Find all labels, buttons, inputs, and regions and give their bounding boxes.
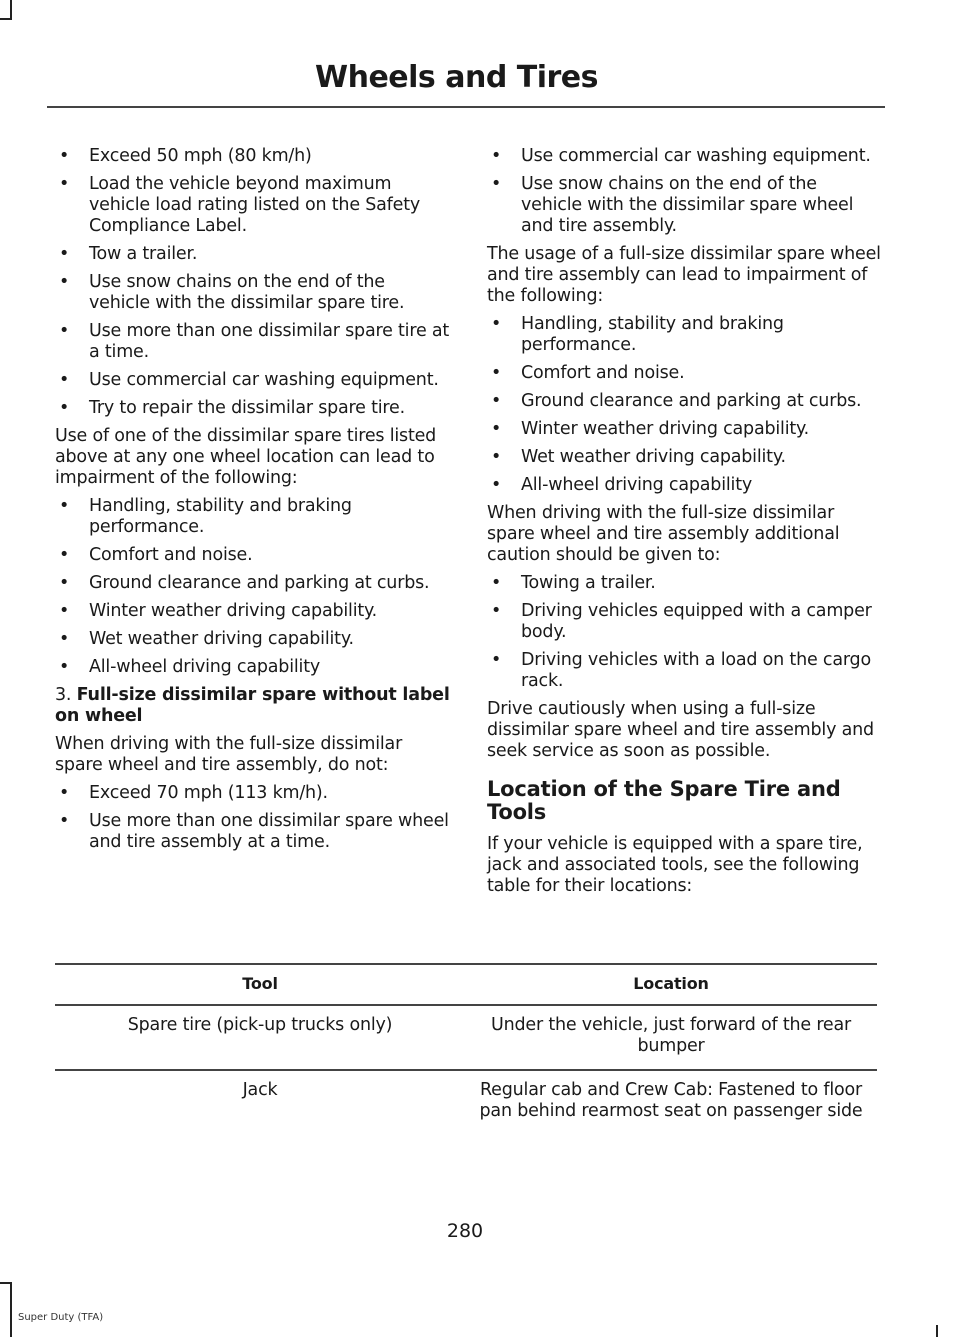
list-item: • Use commercial car washing equipment.	[487, 146, 882, 167]
column-header-tool: Tool	[55, 964, 465, 1005]
table-row	[55, 1070, 877, 1150]
section-title: Location of the Spare Tire and Tools	[487, 777, 841, 824]
crop-mark-bottom-left-h	[0, 1282, 12, 1284]
list-item: • Use snow chains on the end of the vehicle with the dissimilar spare tire.	[55, 272, 450, 314]
page-number: 280	[446, 1220, 484, 1242]
list-item: • Ground clearance and parking at curbs.	[487, 391, 882, 412]
list-item: • Use more than one dissimilar spare wheel and tire assembly at a time.	[55, 811, 450, 853]
left-bullet-list-2	[55, 496, 450, 678]
table-header-row	[55, 964, 877, 1005]
subheading-text: Full-size dissimilar spare without label on wheel	[55, 685, 450, 726]
right-bullet-list-1	[487, 146, 882, 237]
list-item: • Wet weather driving capability.	[55, 629, 450, 650]
list-item: • Use more than one dissimilar spare tire at a time.	[55, 321, 450, 363]
paragraph: When driving with the full-size dissimilar spare wheel and tire assembly additional caution should be given to:	[487, 503, 840, 565]
table-cell: Regular cab and Crew Cab: Fastened to floor pan behind rearmost seat on passenger side	[479, 1080, 863, 1121]
page-title: Wheels and Tires	[315, 60, 598, 95]
list-item: • Exceed 70 mph (113 km/h).	[55, 783, 450, 804]
list-item: • All-wheel driving capability	[487, 475, 882, 496]
list-item: • Load the vehicle beyond maximum vehicle load rating listed on the Safety Compliance Label.	[55, 174, 450, 237]
crop-mark-top-left-h	[0, 18, 12, 20]
left-bullet-list-3	[55, 783, 450, 853]
list-item: • All-wheel driving capability	[55, 657, 450, 678]
list-item: • Handling, stability and braking performance.	[55, 496, 450, 538]
paragraph: When driving with the full-size dissimilar spare wheel and tire assembly, do not:	[55, 734, 403, 775]
list-item: • Driving vehicles with a load on the cargo rack.	[487, 650, 882, 692]
paragraph: Drive cautiously when using a full-size dissimilar spare wheel and tire assembly and seek service as soon as possible.	[487, 699, 874, 761]
crop-mark-bottom-right-v	[936, 1325, 938, 1337]
table-row	[55, 1005, 877, 1070]
list-item: • Try to repair the dissimilar spare tire.	[55, 398, 450, 419]
list-item: • Tow a trailer.	[55, 244, 450, 265]
list-item: • Wet weather driving capability.	[487, 447, 882, 468]
subheading-number: 3.	[55, 685, 77, 705]
subheading	[55, 685, 450, 727]
left-column	[55, 146, 450, 860]
list-item: • Winter weather driving capability.	[55, 601, 450, 622]
list-item: • Winter weather driving capability.	[487, 419, 882, 440]
list-item: • Exceed 50 mph (80 km/h)	[55, 146, 450, 167]
paragraph: The usage of a full-size dissimilar spare wheel and tire assembly can lead to impairment of the following:	[487, 244, 881, 306]
column-header-location: Location	[465, 964, 877, 1005]
paragraph: Use of one of the dissimilar spare tires listed above at any one wheel location can lead to impairment of the following:	[55, 426, 437, 488]
right-bullet-list-2	[487, 314, 882, 496]
list-item: • Use snow chains on the end of the vehicle with the dissimilar spare wheel and tire assembly.	[487, 174, 882, 237]
table-cell: Under the vehicle, just forward of the rear bumper	[465, 1005, 877, 1070]
list-item: • Handling, stability and braking performance.	[487, 314, 882, 356]
paragraph: If your vehicle is equipped with a spare tire, jack and associated tools, see the following table for their locations:	[487, 834, 863, 896]
table-cell: Spare tire (pick-up trucks only)	[55, 1005, 465, 1070]
right-bullet-list-3	[487, 573, 882, 692]
table-cell: Jack	[242, 1080, 278, 1100]
list-item: • Driving vehicles equipped with a camper body.	[487, 601, 882, 643]
list-item: • Comfort and noise.	[487, 363, 882, 384]
list-item: • Towing a trailer.	[487, 573, 882, 594]
right-column	[487, 146, 882, 904]
header-rule	[47, 106, 885, 108]
list-item: • Use commercial car washing equipment.	[55, 370, 450, 391]
left-bullet-list-1	[55, 146, 450, 419]
crop-mark-bottom-left-v	[10, 1282, 12, 1337]
list-item: • Ground clearance and parking at curbs.	[55, 573, 450, 594]
footer-label: Super Duty (TFA)	[18, 1312, 104, 1323]
tools-location-table	[55, 963, 877, 1150]
list-item: • Comfort and noise.	[55, 545, 450, 566]
crop-mark-top-left-v	[10, 0, 12, 20]
